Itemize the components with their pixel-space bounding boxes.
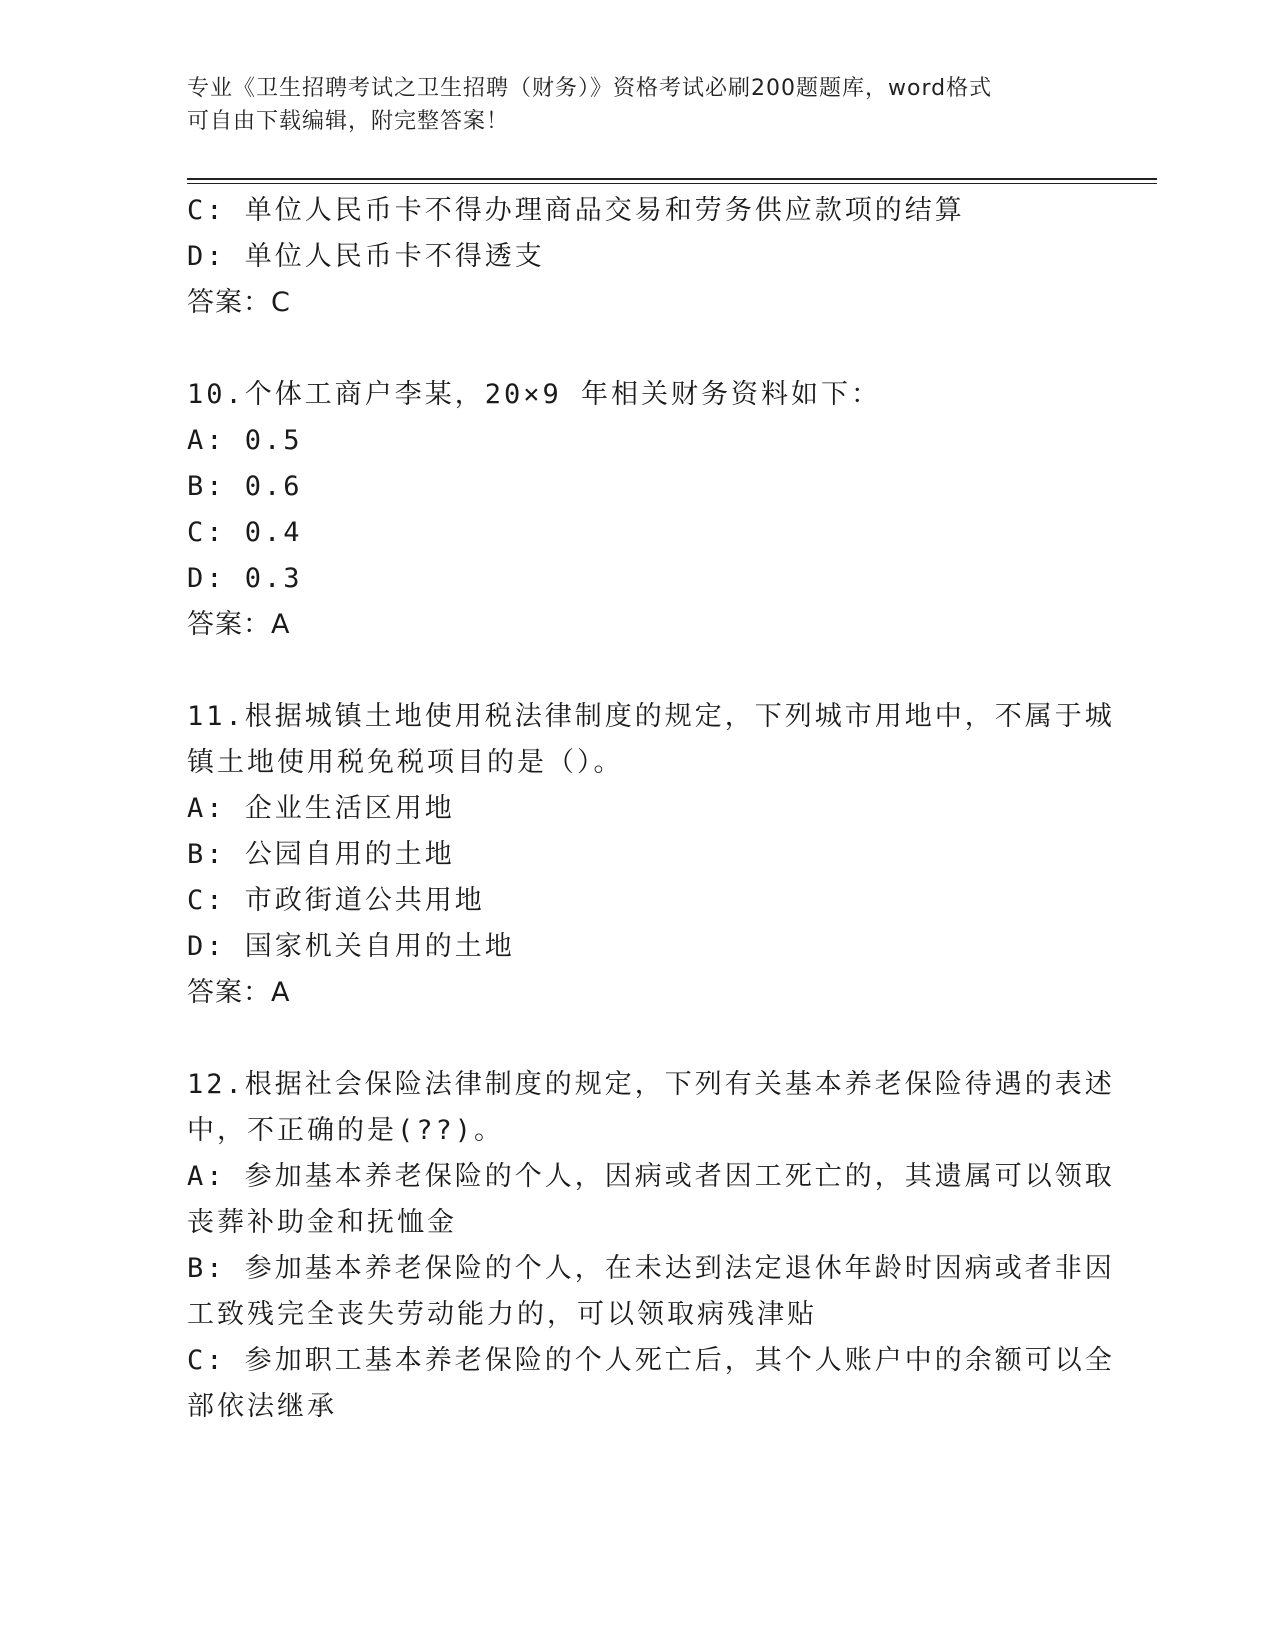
option-b: B: 公园自用的土地 <box>187 839 455 870</box>
option-d: D: 单位人民币卡不得透支 <box>187 241 545 272</box>
option-a-line-1: A: 参加基本养老保险的个人，因病或者因工死亡的，其遗属可以领取 <box>187 1161 1115 1192</box>
option-a-line-2: 丧葬补助金和抚恤金 <box>187 1207 457 1238</box>
option-d: D: 0.3 <box>187 563 303 594</box>
option-b: B: 0.6 <box>187 471 303 502</box>
question-block-prev <box>187 188 1087 326</box>
question-stem-line-2: 中，不正确的是(??)。 <box>187 1115 505 1146</box>
document-header <box>187 72 1067 138</box>
header-rule-thick <box>187 178 1157 180</box>
spacer <box>187 326 1087 372</box>
answer-line: 答案：C <box>187 287 291 318</box>
option-c-line-2: 部依法继承 <box>187 1391 337 1422</box>
spacer <box>187 648 1087 694</box>
question-stem-line-1: 11.根据城镇土地使用税法律制度的规定，下列城市用地中，不属于城 <box>187 701 1115 732</box>
header-rule-thin <box>187 183 1157 184</box>
question-block-12 <box>187 1062 1115 1430</box>
header-line-2: 可自由下载编辑，附完整答案！ <box>187 109 510 134</box>
option-a: A: 企业生活区用地 <box>187 793 455 824</box>
option-c: C: 0.4 <box>187 517 303 548</box>
option-d: D: 国家机关自用的土地 <box>187 931 515 962</box>
question-stem-line-1: 12.根据社会保险法律制度的规定，下列有关基本养老保险待遇的表述 <box>187 1069 1115 1100</box>
option-c: C: 单位人民币卡不得办理商品交易和劳务供应款项的结算 <box>187 195 965 226</box>
question-stem: 10.个体工商户李某，20×9 年相关财务资料如下： <box>187 379 882 410</box>
question-content <box>187 188 1115 1430</box>
option-c: C: 市政街道公共用地 <box>187 885 485 916</box>
answer-line: 答案：A <box>187 977 291 1008</box>
header-line-1: 专业《卫生招聘考试之卫生招聘（财务）》资格考试必刷200题题库，word格式 <box>187 76 993 101</box>
question-block-10 <box>187 372 1087 648</box>
question-stem-line-2: 镇土地使用税免税项目的是（）。 <box>187 747 624 778</box>
question-block-11 <box>187 694 1115 1016</box>
option-c-line-1: C: 参加职工基本养老保险的个人死亡后，其个人账户中的余额可以全 <box>187 1345 1115 1376</box>
option-a: A: 0.5 <box>187 425 303 456</box>
option-b-line-2: 工致残完全丧失劳动能力的，可以领取病残津贴 <box>187 1299 817 1330</box>
option-b-line-1: B: 参加基本养老保险的个人，在未达到法定退休年龄时因病或者非因 <box>187 1253 1115 1284</box>
answer-line: 答案：A <box>187 609 291 640</box>
spacer <box>187 1016 1087 1062</box>
